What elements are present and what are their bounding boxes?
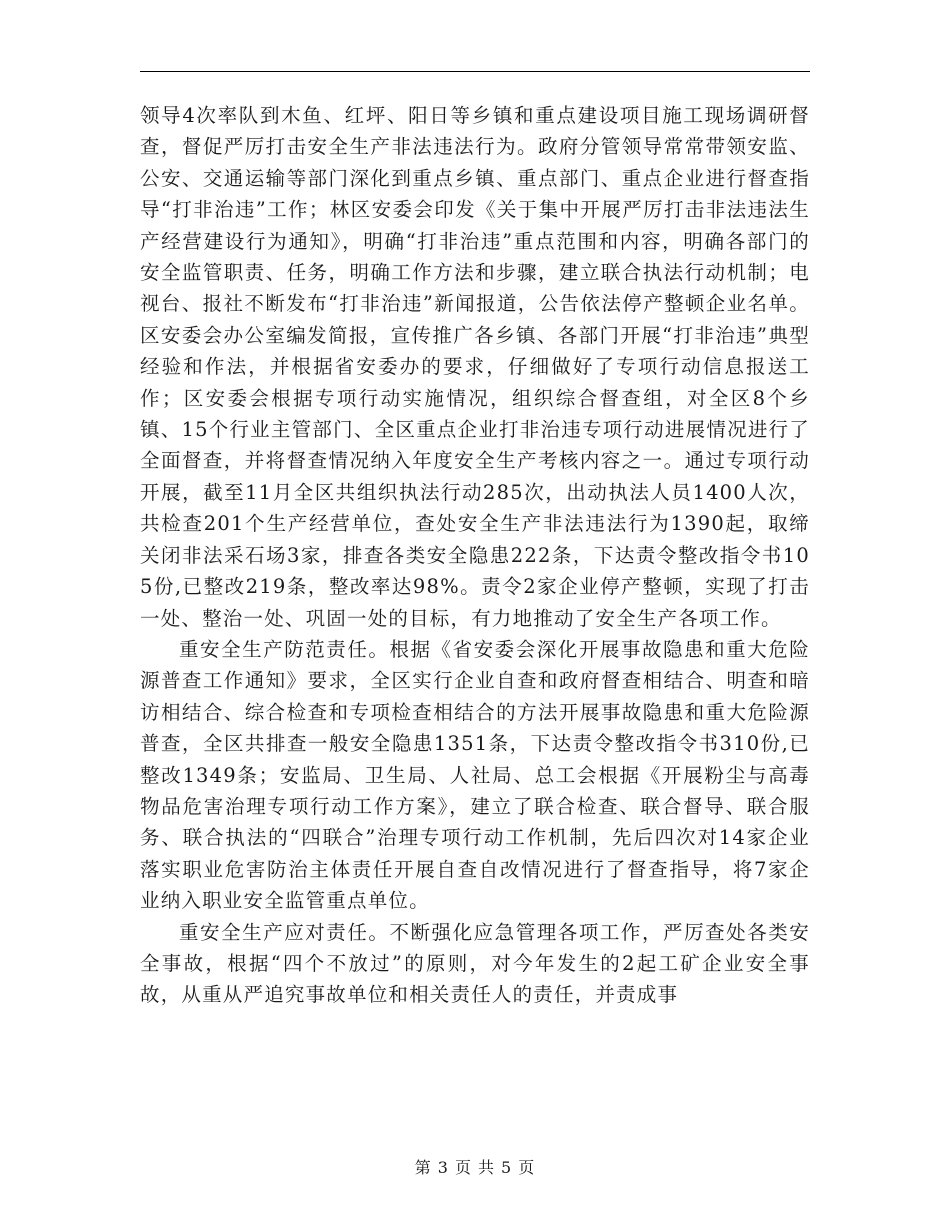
- paragraph-2: 重安全生产防范责任。根据《省安委会深化开展事故隐患和重大危险源普查工作通知》要求，全区实行企业自查和政府督查相结合、明查和暗访相结合、综合检查和专项检查相结合的方法开展事故隐患和重大危险源普查，全区共排查一般安全隐患1351条，下达责令整改指令书310份,已整改1349条；安监局、卫生局、人社局、总工会根据《开展粉尘与高毒物品危害治理专项行动工作方案》，建立了联合检查、联合督导、联合服务、联合执法的“四联合”治理专项行动工作机制，先后四次对14家企业落实职业危害防治主体责任开展自查自改情况进行了督查指导，将7家企业纳入职业安全监管重点单位。: [140, 637, 810, 913]
- footer-label-page: 第: [414, 1158, 432, 1177]
- footer-current-page: 3: [437, 1158, 449, 1177]
- paragraph-3: 重安全生产应对责任。不断强化应急管理各项工作，严厉查处各类安全事故，根据“四个不放过”的原则，对今年发生的2起工矿企业安全事故，从重从严追究事故单位和相关责任人的责任，并责成事: [140, 920, 810, 1007]
- footer-total-pages: 5: [501, 1158, 513, 1177]
- footer-label-of: 页 共: [454, 1158, 496, 1177]
- footer-label-end: 页: [518, 1158, 536, 1177]
- document-body: [140, 100, 810, 1011]
- header-rule: [140, 71, 810, 72]
- paragraph-1: 领导4次率队到木鱼、红坪、阳日等乡镇和重点建设项目施工现场调研督查，督促严厉打击安全生产非法违法行为。政府分管领导常常带领安监、公安、交通运输等部门深化到重点乡镇、重点部门、重点企业进行督查指导“打非治违”工作；林区安委会印发《关于集中开展严厉打击非法违法生产经营建设行为通知》，明确“打非治违”重点范围和内容，明确各部门的安全监管职责、任务，明确工作方法和步骤，建立联合执法行动机制；电视台、报社不断发布“打非治违”新闻报道，公告依法停产整顿企业名单。区安委会办公室编发简报，宣传推广各乡镇、各部门开展“打非治违”典型经验和作法，并根据省安委办的要求，仔细做好了专项行动信息报送工作；区安委会根据专项行动实施情况，组织综合督查组，对全区8个乡镇、15个行业主管部门、全区重点企业打非治违专项行动进展情况进行了全面督查，并将督查情况纳入年度安全生产考核内容之一。通过专项行动开展，截至11月全区共组织执法行动285次，出动执法人员1400人次，共检查201个生产经营单位，查处安全生产非法违法行为1390起，取缔关闭非法采石场3家，排查各类安全隐患222条，下达责令整改指令书105份,已整改219条，整改率达98%。责令2家企业停产整顿，实现了打击一处、整治一处、巩固一处的目标，有力地推动了安全生产各项工作。: [140, 104, 810, 630]
- page-footer: [0, 1155, 950, 1178]
